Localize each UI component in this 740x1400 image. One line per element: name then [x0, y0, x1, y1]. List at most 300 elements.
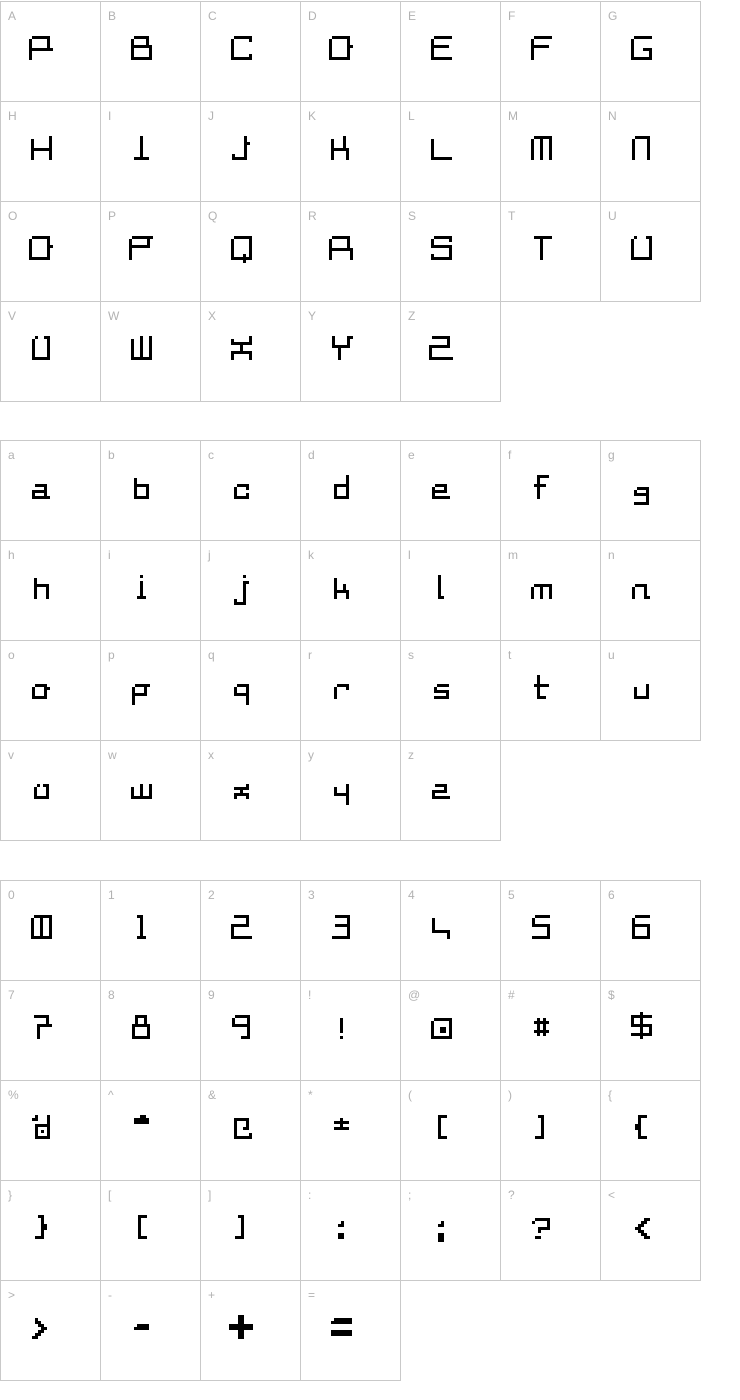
glyph-pixels: [632, 1218, 635, 1221]
glyph-bitmap: [632, 915, 635, 918]
glyph-pixels: [232, 136, 235, 139]
glyph-pixels: [340, 1015, 343, 1018]
glyph-pixels: [31, 136, 34, 139]
char-cell: [401, 741, 501, 841]
glyph-bitmap: [331, 1318, 334, 1321]
glyph-bitmap: [432, 484, 435, 487]
glyph-bitmap: [35, 1215, 38, 1218]
char-cell: [101, 2, 201, 102]
glyph-bitmap: [531, 136, 534, 139]
glyph-pixels: [329, 236, 332, 239]
glyph-bitmap: [634, 487, 637, 490]
glyph-pixels: [531, 236, 534, 239]
glyph-bitmap: [32, 336, 35, 339]
char-cell: [201, 1281, 301, 1381]
glyph-bitmap: [234, 484, 237, 487]
char-label: W: [108, 309, 120, 323]
glyph-pixels: [334, 784, 337, 787]
char-cell: [601, 1081, 701, 1181]
char-cell: [201, 641, 301, 741]
char-cell: [501, 202, 601, 302]
char-label: (: [408, 1088, 412, 1102]
char-label: ?: [508, 1188, 515, 1202]
glyph-bitmap: [129, 236, 132, 239]
char-cell: [101, 641, 201, 741]
char-cell: [301, 302, 401, 402]
char-cell: [601, 2, 701, 102]
char-cell: [101, 202, 201, 302]
char-label: D: [308, 9, 317, 23]
glyph-bitmap: [231, 336, 234, 339]
char-cell: [401, 1081, 501, 1181]
glyph-pixels: [534, 475, 537, 478]
glyph-pixels: [129, 236, 132, 239]
char-label: *: [308, 1088, 313, 1102]
char-label: C: [208, 9, 217, 23]
glyph-pixels: [435, 1115, 438, 1118]
char-cell: [101, 541, 201, 641]
char-cell: [101, 1281, 201, 1381]
char-label: v: [8, 748, 14, 762]
char-label: #: [508, 988, 515, 1002]
glyph-bitmap: [332, 915, 335, 918]
glyph-bitmap: [534, 675, 537, 678]
glyph-pixels: [535, 1115, 538, 1118]
glyph-pixels: [231, 336, 234, 339]
char-label: ]: [208, 1188, 212, 1202]
glyph-bitmap: [32, 684, 35, 687]
char-cell: [101, 102, 201, 202]
glyph-pixels: [531, 136, 534, 139]
glyph-pixels: [634, 684, 637, 687]
glyph-bitmap: [29, 36, 32, 39]
glyph-pixels: [234, 484, 237, 487]
glyph-bitmap: [631, 236, 634, 239]
char-label: @: [408, 988, 421, 1002]
char-label: 8: [108, 988, 115, 1002]
char-cell: [201, 881, 301, 981]
char-label: +: [208, 1288, 216, 1302]
char-label: Z: [408, 309, 416, 323]
glyph-pixels: [632, 584, 635, 587]
char-cell: [601, 202, 701, 302]
glyph-bitmap: [534, 475, 537, 478]
glyph-bitmap: [231, 1118, 234, 1121]
glyph-pixels: [334, 684, 337, 687]
glyph-bitmap: [531, 584, 534, 587]
glyph-pixels: [431, 136, 434, 139]
glyph-bitmap: [134, 1324, 137, 1327]
char-cell: [301, 1281, 401, 1381]
char-cell: [401, 1181, 501, 1281]
char-cell: [301, 2, 401, 102]
char-cell: [501, 1181, 601, 1281]
glyph-pixels: [631, 1012, 634, 1015]
char-label: x: [208, 748, 214, 762]
glyph-bitmap: [431, 1018, 434, 1021]
glyph-bitmap: [329, 36, 332, 39]
glyph-pixels: [431, 236, 434, 239]
char-cell: [301, 102, 401, 202]
char-label: l: [408, 548, 411, 562]
char-label: J: [208, 109, 214, 123]
glyph-bitmap: [434, 684, 437, 687]
char-cell: [601, 981, 701, 1081]
glyph-pixels: [431, 1018, 434, 1021]
glyph-pixels: [131, 784, 134, 787]
glyph-bitmap: [431, 236, 434, 239]
char-cell: [1, 541, 101, 641]
char-cell: [401, 302, 501, 402]
char-cell: [601, 881, 701, 981]
glyph-bitmap: [231, 236, 234, 239]
char-label: Y: [308, 309, 317, 323]
char-cell: [601, 641, 701, 741]
char-cell: [201, 441, 301, 541]
glyph-bitmap: [131, 136, 134, 139]
glyph-bitmap: [435, 1115, 438, 1118]
glyph-bitmap: [134, 915, 137, 918]
char-cell: [201, 741, 301, 841]
char-label: q: [208, 648, 215, 662]
char-label: R: [308, 209, 317, 223]
glyph-bitmap: [34, 784, 37, 787]
glyph-pixels: [231, 1118, 234, 1121]
char-cell: [301, 641, 401, 741]
glyph-pixels: [631, 36, 634, 39]
glyph-bitmap: [431, 136, 434, 139]
char-label: s: [408, 648, 414, 662]
glyph-bitmap: [632, 1218, 635, 1221]
char-cell: [201, 202, 301, 302]
char-cell: [601, 441, 701, 541]
char-cell: [501, 641, 601, 741]
glyph-bitmap: [432, 915, 435, 918]
glyph-pixels: [634, 487, 637, 490]
glyph-pixels: [29, 236, 32, 239]
char-label: {: [608, 1088, 613, 1102]
glyph-pixels: [35, 1215, 38, 1218]
char-cell: [201, 2, 301, 102]
glyph-bitmap: [532, 1218, 535, 1221]
glyph-pixels: [131, 36, 134, 39]
char-label: L: [408, 109, 415, 123]
char-label: U: [608, 209, 617, 223]
char-cell: [201, 541, 301, 641]
char-label: B: [108, 9, 117, 23]
glyph-bitmap: [232, 136, 235, 139]
glyph-bitmap: [631, 1012, 634, 1015]
glyph-bitmap: [32, 1318, 35, 1321]
char-cell: [601, 541, 701, 641]
char-cell: [501, 102, 601, 202]
glyph-bitmap: [234, 575, 237, 578]
char-label: n: [608, 548, 615, 562]
char-label: k: [308, 548, 314, 562]
char-cell: [101, 741, 201, 841]
char-cell: [301, 881, 401, 981]
char-cell: [1, 641, 101, 741]
char-label: ;: [408, 1188, 412, 1202]
glyph-pixels: [434, 684, 437, 687]
char-label: c: [208, 448, 214, 462]
glyph-bitmap: [334, 575, 337, 578]
char-cell: [401, 102, 501, 202]
glyph-bitmap: [32, 484, 35, 487]
char-label: z: [408, 748, 414, 762]
char-label: i: [108, 548, 111, 562]
char-label: N: [608, 109, 617, 123]
char-label: [: [108, 1188, 112, 1202]
glyph-bitmap: [32, 1115, 35, 1118]
glyph-bitmap: [331, 136, 334, 139]
glyph-pixels: [132, 1015, 135, 1018]
char-cell: [101, 441, 201, 541]
glyph-bitmap: [132, 684, 135, 687]
char-cell: [201, 1081, 301, 1181]
char-cell: [101, 1081, 201, 1181]
char-label: %: [8, 1088, 19, 1102]
glyph-bitmap: [231, 915, 234, 918]
glyph-pixels: [134, 915, 137, 918]
glyph-bitmap: [429, 336, 432, 339]
char-cell: [1, 1081, 101, 1181]
char-cell: [301, 981, 401, 1081]
char-label: 7: [8, 988, 15, 1002]
glyph-bitmap: [435, 575, 438, 578]
glyph-pixels: [229, 1315, 232, 1318]
char-cell: [1, 102, 101, 202]
char-label: $: [608, 988, 615, 1002]
char-label: 5: [508, 888, 515, 902]
char-label: o: [8, 648, 15, 662]
glyph-bitmap: [334, 1118, 337, 1121]
glyph-bitmap: [31, 136, 34, 139]
char-label: h: [8, 548, 15, 562]
glyph-pixels: [231, 915, 234, 918]
glyph-bitmap: [135, 1215, 138, 1218]
char-label: G: [608, 9, 618, 23]
char-cell: [401, 541, 501, 641]
glyph-pixels: [329, 36, 332, 39]
glyph-pixels: [132, 684, 135, 687]
char-cell: [201, 302, 301, 402]
glyph-bitmap: [34, 575, 37, 578]
char-label: &: [208, 1088, 217, 1102]
char-cell: [401, 641, 501, 741]
char-cell: [401, 2, 501, 102]
glyph-pixels: [135, 1215, 138, 1218]
glyph-bitmap: [431, 36, 434, 39]
char-label: K: [308, 109, 317, 123]
glyph-pixels: [131, 136, 134, 139]
glyph-bitmap: [234, 784, 237, 787]
glyph-pixels: [531, 36, 534, 39]
glyph-pixels: [531, 584, 534, 587]
glyph-pixels: [234, 784, 237, 787]
glyph-pixels: [632, 136, 635, 139]
char-cell: [301, 741, 401, 841]
glyph-pixels: [134, 475, 137, 478]
char-label: m: [508, 548, 518, 562]
glyph-bitmap: [631, 36, 634, 39]
char-label: d: [308, 448, 315, 462]
char-label: P: [108, 209, 117, 223]
char-cell: [501, 981, 601, 1081]
char-cell: [101, 1181, 201, 1281]
glyph-bitmap: [229, 1315, 232, 1318]
char-label: b: [108, 448, 115, 462]
char-label: 9: [208, 988, 215, 1002]
glyph-bitmap: [534, 1018, 537, 1021]
glyph-pixels: [137, 575, 140, 578]
glyph-pixels: [329, 336, 332, 339]
char-label: u: [608, 648, 615, 662]
char-cell: [1, 881, 101, 981]
char-cell: [1, 441, 101, 541]
char-label: t: [508, 648, 512, 662]
char-label: 4: [408, 888, 415, 902]
glyph-pixels: [32, 336, 35, 339]
glyph-bitmap: [334, 684, 337, 687]
glyph-pixels: [31, 1015, 34, 1018]
glyph-pixels: [534, 1018, 537, 1021]
char-label: p: [108, 648, 115, 662]
glyph-bitmap: [432, 784, 435, 787]
char-cell: [501, 541, 601, 641]
char-cell: [301, 1181, 401, 1281]
glyph-bitmap: [29, 236, 32, 239]
glyph-bitmap: [134, 1115, 137, 1118]
glyph-pixels: [235, 1215, 238, 1218]
char-label: H: [8, 109, 17, 123]
char-label: F: [508, 9, 516, 23]
glyph-bitmap: [338, 1221, 341, 1224]
glyph-bitmap: [131, 784, 134, 787]
char-cell: [1, 1181, 101, 1281]
glyph-section-digits-symbols: [0, 880, 701, 1381]
char-label: >: [8, 1288, 16, 1302]
glyph-pixels: [34, 784, 37, 787]
glyph-bitmap: [232, 1015, 235, 1018]
char-cell: [101, 981, 201, 1081]
glyph-pixels: [29, 36, 32, 39]
char-cell: [101, 302, 201, 402]
glyph-bitmap: [635, 1115, 638, 1118]
char-label: V: [8, 309, 17, 323]
glyph-bitmap: [438, 1221, 441, 1224]
char-label: 3: [308, 888, 315, 902]
char-label: e: [408, 448, 415, 462]
glyph-pixels: [432, 784, 435, 787]
char-cell: [301, 1081, 401, 1181]
char-cell: [501, 1081, 601, 1181]
glyph-pixels: [34, 575, 37, 578]
char-label: a: [8, 448, 15, 462]
glyph-pixels: [334, 475, 337, 478]
char-cell: [1, 302, 101, 402]
char-cell: [201, 102, 301, 202]
glyph-pixels: [231, 236, 234, 239]
glyph-bitmap: [132, 1015, 135, 1018]
char-cell: [201, 1181, 301, 1281]
glyph-pixels: [134, 1324, 137, 1327]
glyph-pixels: [331, 1318, 334, 1321]
glyph-bitmap: [535, 1115, 538, 1118]
glyph-pixels: [532, 1218, 535, 1221]
glyph-pixels: [131, 336, 134, 339]
char-label: !: [308, 988, 312, 1002]
char-label: T: [508, 209, 516, 223]
char-cell: [401, 441, 501, 541]
glyph-pixels: [32, 1318, 35, 1321]
char-cell: [501, 441, 601, 541]
glyph-bitmap: [334, 475, 337, 478]
char-label: w: [108, 748, 117, 762]
char-cell: [301, 202, 401, 302]
glyph-bitmap: [234, 684, 237, 687]
glyph-pixels: [234, 684, 237, 687]
char-label: I: [108, 109, 112, 123]
glyph-pixels: [431, 36, 434, 39]
glyph-bitmap: [131, 36, 134, 39]
char-label: Q: [208, 209, 218, 223]
char-label: M: [508, 109, 518, 123]
char-cell: [301, 441, 401, 541]
glyph-bitmap: [532, 915, 535, 918]
char-cell: [301, 541, 401, 641]
char-cell: [601, 1181, 701, 1281]
char-label: g: [608, 448, 615, 462]
glyph-bitmap: [31, 915, 34, 918]
char-cell: [101, 881, 201, 981]
char-cell: [501, 2, 601, 102]
glyph-pixels: [231, 36, 234, 39]
glyph-bitmap: [340, 1015, 343, 1018]
glyph-bitmap: [231, 36, 234, 39]
glyph-pixels: [332, 915, 335, 918]
char-label: O: [8, 209, 18, 223]
char-cell: [401, 881, 501, 981]
glyph-pixels: [331, 136, 334, 139]
char-label: f: [508, 448, 512, 462]
glyph-pixels: [232, 1015, 235, 1018]
glyph-bitmap: [134, 475, 137, 478]
glyph-pixels: [32, 1115, 35, 1118]
glyph-pixels: [32, 684, 35, 687]
glyph-bitmap: [632, 584, 635, 587]
char-label: X: [208, 309, 217, 323]
char-cell: [401, 202, 501, 302]
glyph-pixels: [234, 575, 237, 578]
glyph-pixels: [534, 675, 537, 678]
glyph-bitmap: [131, 336, 134, 339]
char-label: :: [308, 1188, 312, 1202]
glyph-bitmap: [329, 236, 332, 239]
char-label: ): [508, 1088, 512, 1102]
glyph-bitmap: [531, 36, 534, 39]
glyph-pixels: [631, 236, 634, 239]
char-cell: [1, 741, 101, 841]
char-cell: [601, 102, 701, 202]
glyph-pixels: [435, 575, 438, 578]
glyph-pixels: [635, 1115, 638, 1118]
glyph-pixels: [632, 915, 635, 918]
char-label: S: [408, 209, 417, 223]
char-cell: [1, 1281, 101, 1381]
glyph-pixels: [134, 1115, 137, 1118]
glyph-pixels: [429, 336, 432, 339]
